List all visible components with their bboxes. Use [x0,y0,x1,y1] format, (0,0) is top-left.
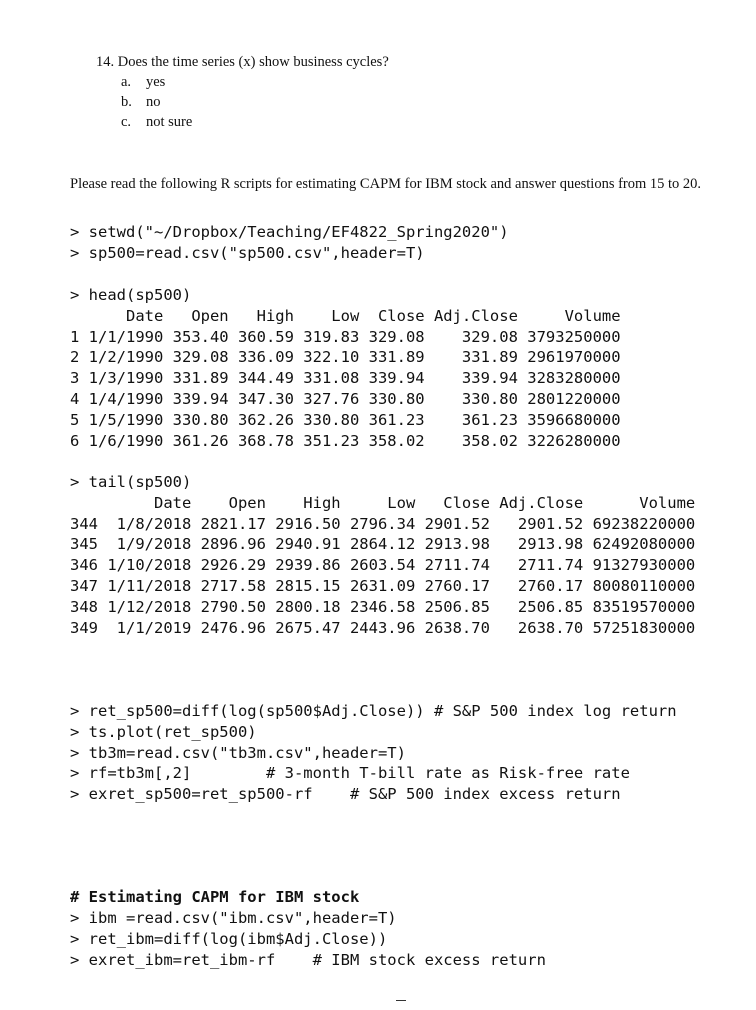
option-c-text: not sure [146,114,193,130]
code-capm-heading: # Estimating CAPM for IBM stock [70,888,360,906]
question-14-options [121,72,192,132]
code-head-sp500: > head(sp500) Date Open High Low Close Adj.Close Volume 1 1/1/1990 353.40 360.59 319.83 329.08 329.08 3793250000 2 1/2/1990 329.08 336.09 322.10 331.89 331.89 2961970000 3 1/3/1990 331.89 344.49 331.08 339.94 339.94 3283280000 4 1/4/1990 339.94 347.30 327.76 330.80 330.80 2801220000 5 1/5/1990 330.80 362.26 330.80 361.23 361.23 3596680000 6 1/6/1990 361.26 368.78 351.23 358.02 358.02 3226280000 [70,286,621,450]
code-returns: > ret_sp500=diff(log(sp500$Adj.Close)) # S&P 500 index log return > ts.plot(ret_sp500) > tb3m=read.csv("tb3m.csv",header=T) > rf=tb3m[,2] # 3-month T-bill rate as Risk-free rate > exret_sp500=ret_sp500-rf # S&P 500 index excess return [70,702,677,804]
option-c-letter: c. [121,114,132,130]
option-b-text: no [146,94,161,110]
option-c [121,112,192,132]
option-a-text: yes [146,74,166,90]
option-a-letter: a. [121,74,132,90]
code-tail-sp500: > tail(sp500) Date Open High Low Close Adj.Close Volume 344 1/8/2018 2821.17 2916.50 2796.34 2901.52 2901.52 69238220000 345 1/9/2018 2896.96 2940.91 2864.12 2913.98 2913.98 62492080000 346 1/10/2018 2926.29 2939.86 2603.54 2711.74 2711.74 91327930000 347 1/11/2018 2717.58 2815.15 2631.09 2760.17 2760.17 80080110000 348 1/12/2018 2790.50 2800.18 2346.58 2506.85 2506.85 83519570000 349 1/1/2019 2476.96 2675.47 2443.96 2638.70 2638.70 57251830000 [70,473,696,637]
intro-paragraph: Please read the following R scripts for estimating CAPM for IBM stock and answer questions from 15 to 20. [70,176,702,192]
page-number-mark [396,1000,406,1001]
code-setup: > setwd("~/Dropbox/Teaching/EF4822_Spring2020") > sp500=read.csv("sp500.csv",header=T) [70,223,509,262]
code-capm: > ibm =read.csv("ibm.csv",header=T) > ret_ibm=diff(log(ibm$Adj.Close)) > exret_ibm=ret_ibm-rf # IBM stock excess return [70,909,546,969]
option-b-letter: b. [121,94,132,110]
option-a [121,72,192,92]
question-14-title: 14. Does the time series (x) show business cycles? [96,54,389,70]
option-b [121,92,192,112]
